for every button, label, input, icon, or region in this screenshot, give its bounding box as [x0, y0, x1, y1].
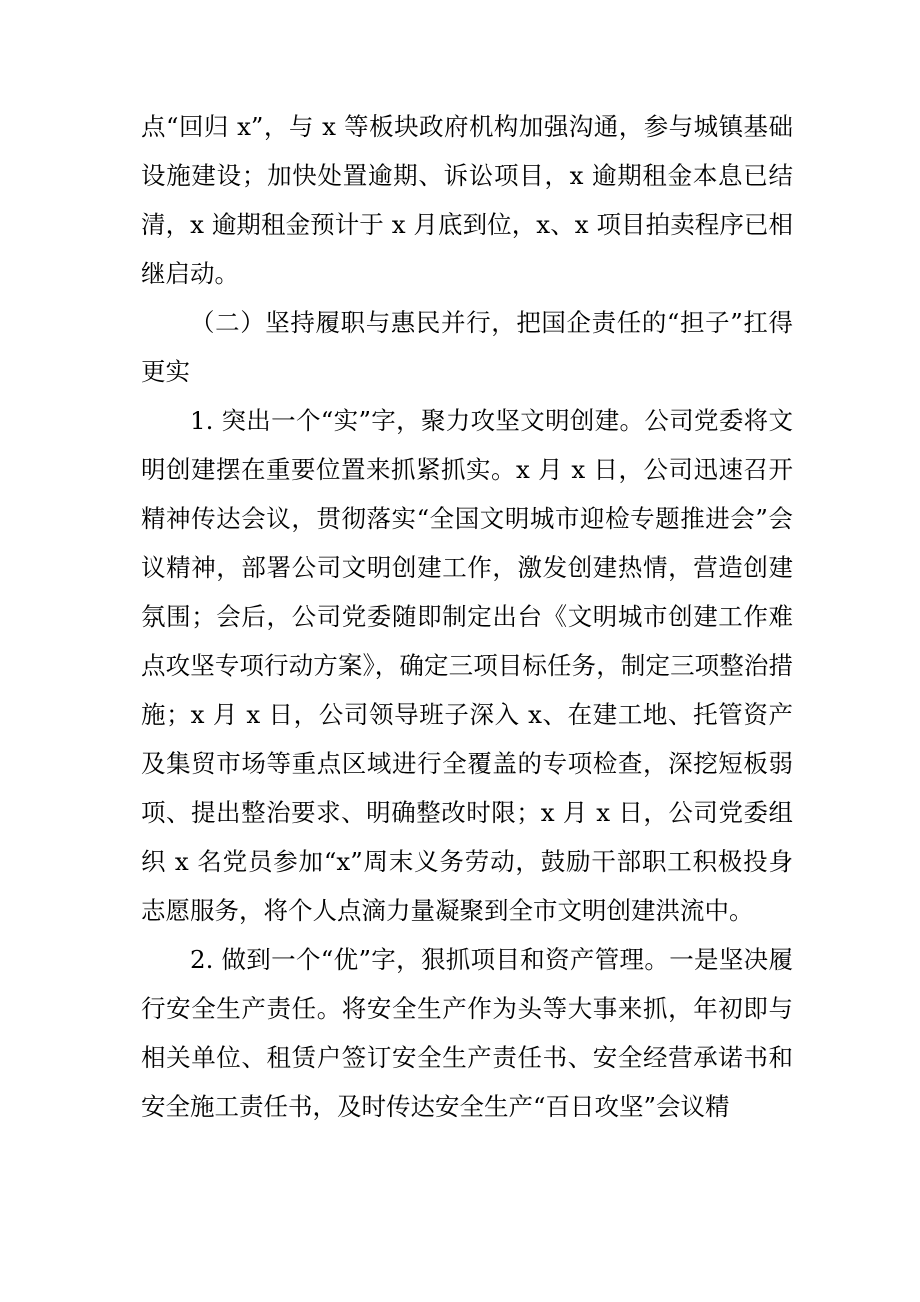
section-heading: （二）坚持履职与惠民并行，把国企责任的“担子”扛得更实 [141, 308, 793, 386]
document-body [141, 102, 793, 1131]
paragraph-item-1: 1. 突出一个“实”字，聚力攻坚文明创建。公司党委将文明创建摆在重要位置来抓紧抓实。x 月 x 日，公司迅速召开精神传达会议，贯彻落实“全国文明城市迎检专题推进会”会议精神，部署公司文明创建工作，激发创建热情，营造创建氛围；会后，公司党委随即制定出台《文明城市创建工作难点攻坚专项行动方案》，确定三项目标任务，制定三项整治措施；x 月 x 日，公司领导班子深入 x、在建工地、托管资产及集贸市场等重点区域进行全覆盖的专项检查，深挖短板弱项、提出整治要求、明确整改时限；x 月 x 日，公司党委组织 x 名党员参加“x”周末义务劳动，鼓励干部职工积极投身志愿服务，将个人点滴力量凝聚到全市文明创建洪流中。 [141, 406, 793, 925]
paragraph-continuation: 点“回归 x”，与 x 等板块政府机构加强沟通，参与城镇基础设施建设；加快处置逾期、诉讼项目，x 逾期租金本息已结清，x 逾期租金预计于 x 月底到位，x、x 项目拍卖程序已相继启动。 [141, 112, 793, 288]
paragraph-item-2: 2. 做到一个“优”字，狠抓项目和资产管理。一是坚决履行安全生产责任。将安全生产作为头等大事来抓，年初即与相关单位、租赁户签订安全生产责任书、安全经营承诺书和安全施工责任书，及时传达安全生产“百日攻坚”会议精 [141, 945, 793, 1121]
